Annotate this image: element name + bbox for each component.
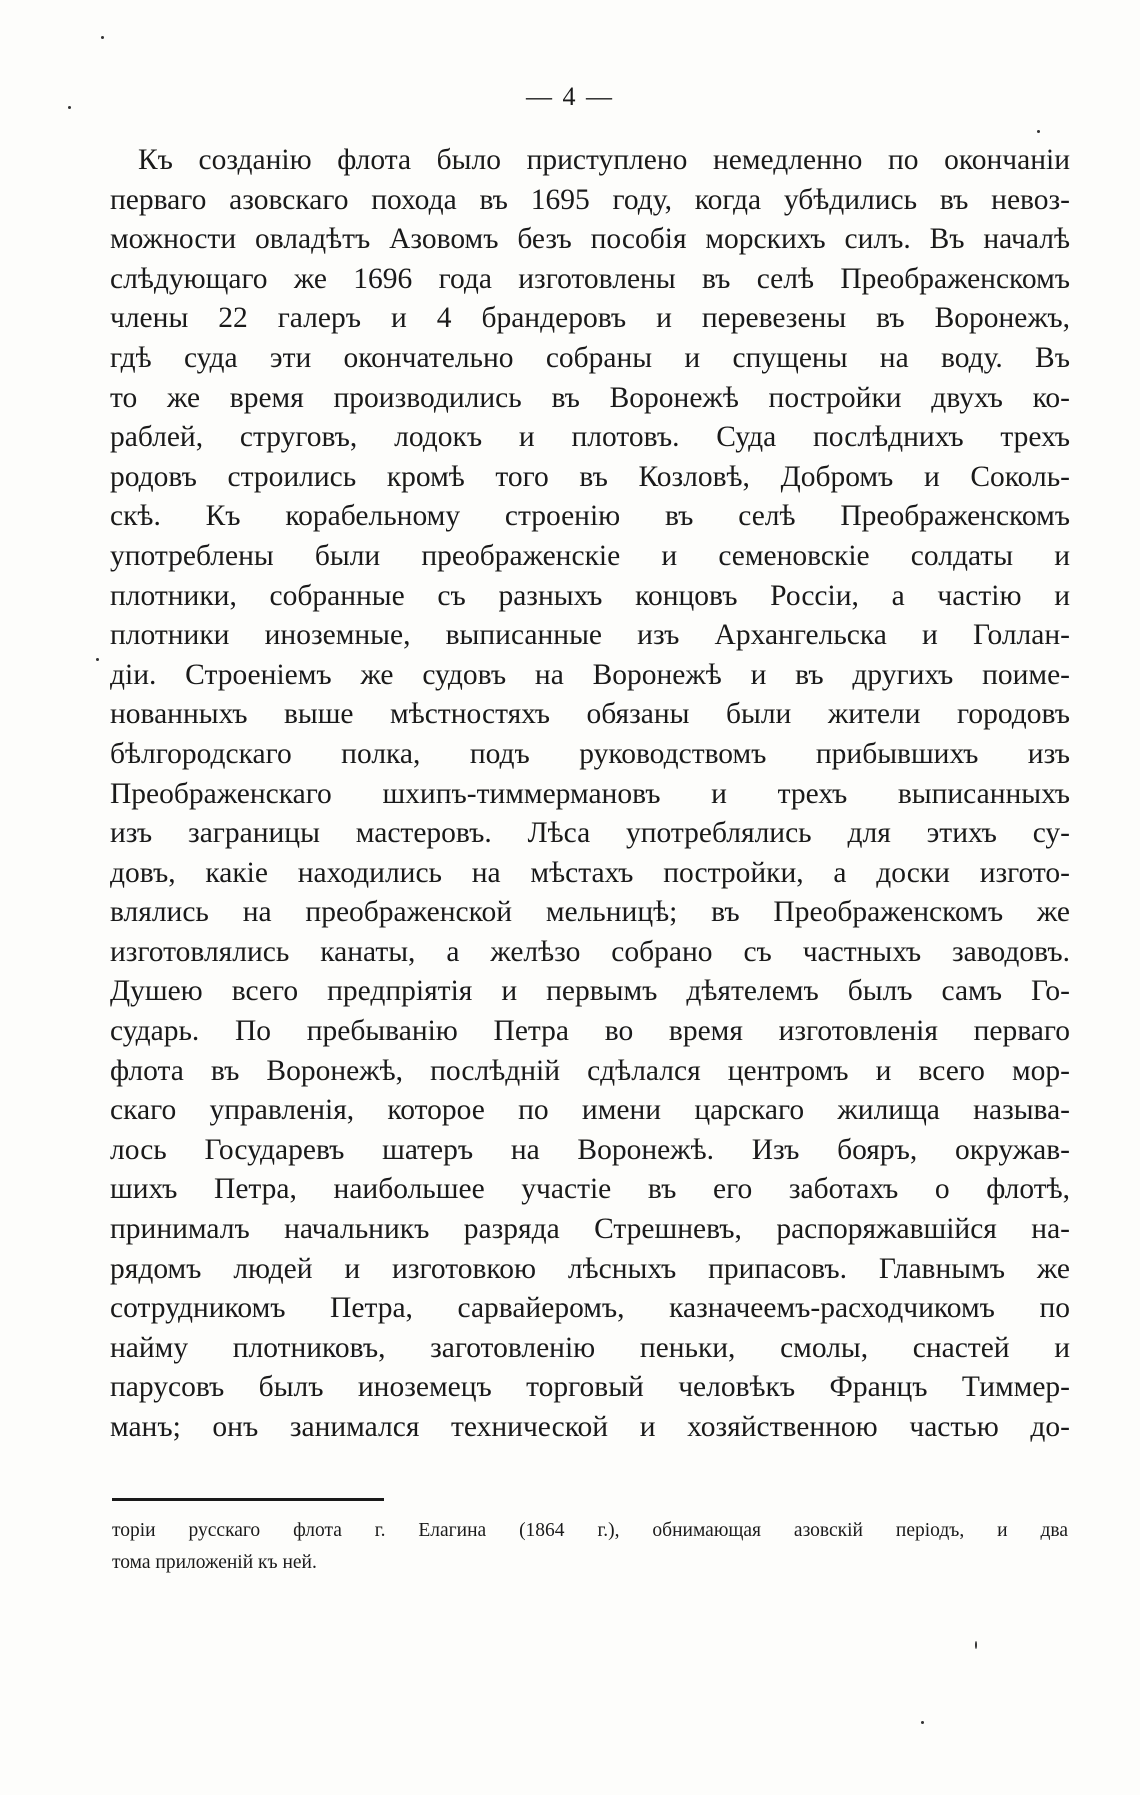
text-line: довъ, какіе находились на мѣстахъ постройки, а доски изгото- bbox=[110, 856, 1070, 889]
text-line: сотрудникомъ Петра, сарвайеромъ, казначеемъ-расходчикомъ по bbox=[110, 1292, 1070, 1325]
body-text bbox=[110, 141, 1070, 1448]
scan-speck bbox=[96, 658, 99, 661]
text-line: Преображенскаго шхипъ-тиммермановъ и трехъ выписанныхъ bbox=[110, 777, 1070, 810]
text-line: нованныхъ выше мѣстностяхъ обязаны были жители городовъ bbox=[110, 698, 1070, 731]
text-line: флота въ Воронежѣ, послѣдній сдѣлался центромъ и всего мор- bbox=[110, 1054, 1070, 1087]
text-line: бѣлгородскаго полка, подъ руководствомъ прибывшихъ изъ bbox=[110, 737, 1070, 770]
footnote-line: торіи русскаго флота г. Елагина (1864 г.), обнимающая азовскій періодъ, и два bbox=[112, 1520, 1068, 1541]
scan-speck bbox=[101, 36, 104, 39]
text-line: манъ; онъ занимался технической и хозяйственною частью до- bbox=[110, 1411, 1070, 1443]
text-line: сударь. По пребыванію Петра во время изготовленія перваго bbox=[110, 1015, 1070, 1048]
footnote bbox=[112, 1515, 1068, 1579]
footnote-line: тома приложеній къ ней. bbox=[112, 1552, 317, 1573]
text-line: шихъ Петра, наибольшее участіе въ его заботахъ о флотѣ, bbox=[110, 1173, 1070, 1206]
text-line: раблей, струговъ, лодокъ и плотовъ. Суда послѣднихъ трехъ bbox=[110, 421, 1070, 454]
scan-speck bbox=[921, 1721, 924, 1724]
text-line: гдѣ суда эти окончательно собраны и спущены на воду. Въ bbox=[110, 341, 1070, 374]
text-line: плотники, собранные съ разныхъ концовъ Россіи, а частію и bbox=[110, 579, 1070, 612]
scan-speck bbox=[1037, 130, 1040, 133]
text-line: перваго азовскаго похода въ 1695 году, когда убѣдились въ невоз- bbox=[110, 183, 1070, 216]
text-line: рядомъ людей и изготовкою лѣсныхъ припасовъ. Главнымъ же bbox=[110, 1252, 1070, 1285]
text-line: принималъ начальникъ разряда Стрешневъ, распоряжавшійся на- bbox=[110, 1213, 1070, 1246]
text-line: влялись на преображенской мельницѣ; въ Преображенскомъ же bbox=[110, 896, 1070, 929]
text-line: члены 22 галеръ и 4 брандеровъ и перевезены въ Воронежъ, bbox=[110, 302, 1070, 335]
text-line: родовъ строились кромѣ того въ Козловѣ, Добромъ и Соколь- bbox=[110, 460, 1070, 493]
text-line: изъ заграницы мастеровъ. Лѣса употреблялись для этихъ су- bbox=[110, 817, 1070, 850]
page-number: — 4 — bbox=[526, 82, 614, 111]
text-line: скѣ. Къ корабельному строенію въ селѣ Преображенскомъ bbox=[110, 500, 1070, 533]
text-line: изготовлялись канаты, а желѣзо собрано съ частныхъ заводовъ. bbox=[110, 935, 1070, 968]
text-line: можности овладѣтъ Азовомъ безъ пособія морскихъ силъ. Въ началѣ bbox=[110, 223, 1070, 256]
text-line: скаго управленія, которое по имени царскаго жилища называ- bbox=[110, 1094, 1070, 1127]
text-line: Къ созданію флота было приступлено немедленно по окончаніи bbox=[138, 144, 1070, 176]
text-line: лось Государевъ шатеръ на Воронежѣ. Изъ бояръ, окружав- bbox=[110, 1133, 1070, 1166]
scan-speck bbox=[68, 106, 71, 109]
text-line: Душею всего предпріятія и первымъ дѣятелемъ былъ самъ Го- bbox=[110, 975, 1070, 1008]
text-line: діи. Строеніемъ же судовъ на Воронежѣ и въ другихъ поиме- bbox=[110, 658, 1070, 691]
footnote-separator bbox=[112, 1498, 384, 1501]
text-line: плотники иноземные, выписанные изъ Архангельска и Голлан- bbox=[110, 619, 1070, 652]
text-line: слѣдующаго же 1696 года изготовлены въ селѣ Преображенскомъ bbox=[110, 262, 1070, 295]
text-line: найму плотниковъ, заготовленію пеньки, смолы, снастей и bbox=[110, 1331, 1070, 1364]
text-line: парусовъ былъ иноземецъ торговый человѣкъ Францъ Тиммер- bbox=[110, 1371, 1070, 1404]
text-line: употреблены были преображенскіе и семеновскіе солдаты и bbox=[110, 539, 1070, 572]
text-line: то же время производились въ Воронежѣ постройки двухъ ко- bbox=[110, 381, 1070, 414]
scan-speck bbox=[975, 1641, 977, 1649]
